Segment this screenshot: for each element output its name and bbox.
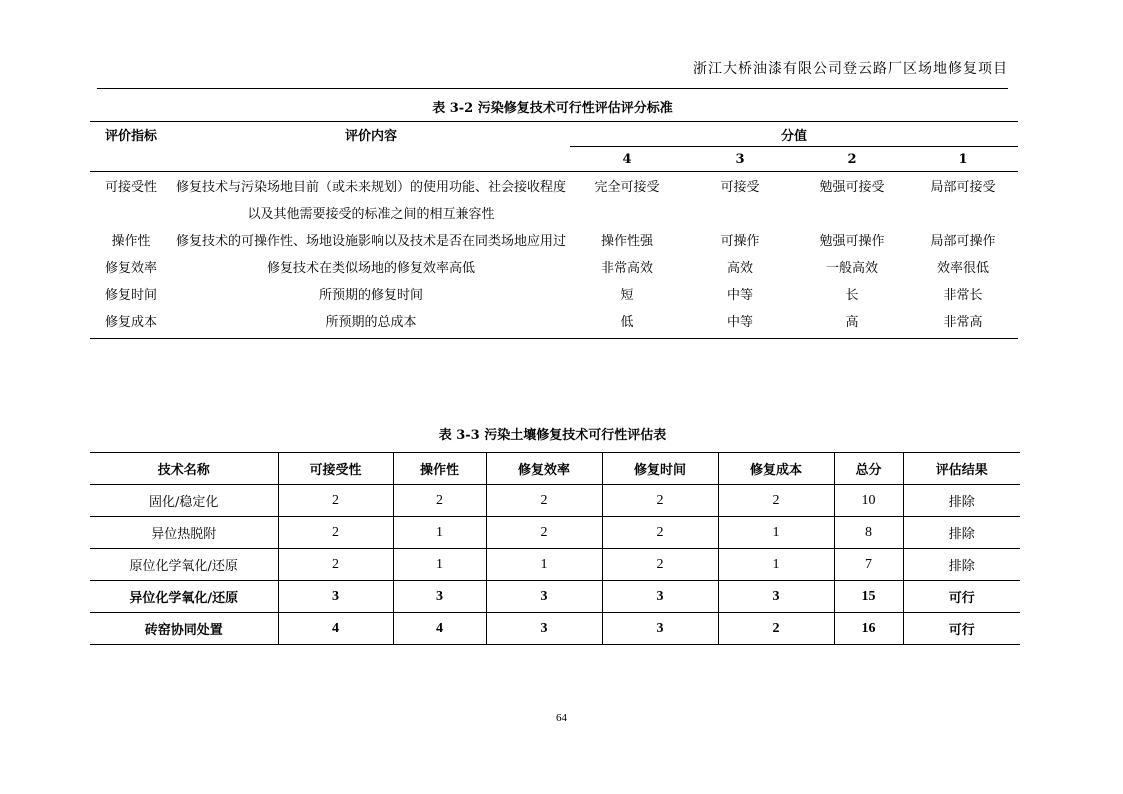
- score-level-2: 2: [796, 147, 908, 172]
- score-1-text: 非常长: [943, 288, 983, 303]
- score-2-text: 勉强可接受: [819, 180, 885, 195]
- score-2-text: 勉强可操作: [819, 234, 885, 249]
- document-header-title: 浙江大桥油漆有限公司登云路厂区场地修复项目: [693, 61, 1008, 77]
- table-3-2-caption: 表 3-2 污染修复技术可行性评估评分标准: [432, 101, 673, 116]
- score-1-text: 效率很低: [936, 261, 989, 276]
- time-score: 3: [602, 613, 718, 645]
- table-row: [90, 255, 1018, 282]
- acceptability-score: 2: [278, 517, 393, 549]
- table-row: [90, 309, 1018, 339]
- score-1-text: 非常高: [908, 309, 1018, 339]
- column-header-technology: 技术名称: [90, 453, 278, 485]
- operability-score: 2: [393, 485, 486, 517]
- column-header-indicator: 评价指标: [90, 122, 172, 147]
- time-score: 3: [602, 581, 718, 613]
- score-level-4: 4: [570, 147, 684, 172]
- score-4-text: 操作性强: [600, 234, 653, 249]
- table-row: [90, 517, 1020, 549]
- row-indicator: 可接受性: [104, 180, 157, 195]
- efficiency-score: 3: [486, 581, 602, 613]
- efficiency-score: 2: [486, 517, 602, 549]
- table-row: [90, 581, 1020, 613]
- acceptability-score: 2: [278, 549, 393, 581]
- assessment-result: 排除: [903, 549, 1020, 581]
- efficiency-score: 1: [486, 549, 602, 581]
- cost-score: 1: [718, 549, 834, 581]
- technology-name: 砖窑协同处置: [90, 613, 278, 645]
- row-indicator: 操作性: [111, 234, 151, 249]
- scoring-criteria-table: [90, 121, 1018, 339]
- score-3-text: 中等: [726, 288, 753, 303]
- time-score: 2: [602, 485, 718, 517]
- efficiency-score: 3: [486, 613, 602, 645]
- technology-name: 异位热脱附: [90, 517, 278, 549]
- time-score: 2: [602, 517, 718, 549]
- score-1-text: 局部可操作: [930, 234, 996, 249]
- column-header-efficiency: 修复效率: [486, 453, 602, 485]
- table-row: [90, 549, 1020, 581]
- column-header-content: 评价内容: [172, 122, 570, 147]
- acceptability-score: 2: [278, 485, 393, 517]
- score-level-3: 3: [684, 147, 796, 172]
- row-indicator: 修复时间: [104, 288, 157, 303]
- score-3-text: 可接受: [720, 180, 760, 195]
- table-row: [90, 282, 1018, 309]
- score-3-text: 可操作: [720, 234, 760, 249]
- column-header-operability: 操作性: [393, 453, 486, 485]
- score-2-text: 长: [845, 288, 859, 303]
- acceptability-score: 4: [278, 613, 393, 645]
- table-row: [90, 485, 1020, 517]
- efficiency-score: 2: [486, 485, 602, 517]
- technology-name: 异位化学氧化/还原: [90, 581, 278, 613]
- operability-score: 1: [393, 517, 486, 549]
- score-2-text: 高: [796, 309, 908, 339]
- score-1-text: 局部可接受: [930, 180, 996, 195]
- row-content: 修复技术的可操作性、场地设施影响以及技术是否在同类场地应用过: [176, 234, 567, 249]
- row-content: 所预期的修复时间: [318, 288, 423, 303]
- operability-score: 4: [393, 613, 486, 645]
- cost-score: 1: [718, 517, 834, 549]
- score-level-1: 1: [908, 147, 1018, 172]
- page-number: 64: [556, 712, 567, 724]
- column-header-result: 评估结果: [903, 453, 1020, 485]
- feasibility-assessment-table: [90, 452, 1020, 645]
- row-content: 修复技术在类似场地的修复效率高低: [266, 261, 475, 276]
- row-indicator: 修复效率: [104, 261, 157, 276]
- cost-score: 2: [718, 485, 834, 517]
- score-3-text: 中等: [684, 309, 796, 339]
- acceptability-score: 3: [278, 581, 393, 613]
- column-header-total: 总分: [834, 453, 903, 485]
- row-indicator: 修复成本: [90, 309, 172, 339]
- table-row: [90, 172, 1018, 229]
- total-score: 10: [834, 485, 903, 517]
- technology-name: 固化/稳定化: [90, 485, 278, 517]
- table-row: [90, 228, 1018, 255]
- row-content: 修复技术与污染场地目前（或未来规划）的使用功能、社会接收程度以及其他需要接受的标准之间的相互兼容性: [176, 180, 567, 222]
- column-header-cost: 修复成本: [718, 453, 834, 485]
- score-4-text: 完全可接受: [594, 180, 660, 195]
- score-4-text: 低: [570, 309, 684, 339]
- column-header-time: 修复时间: [602, 453, 718, 485]
- row-content: 所预期的总成本: [172, 309, 570, 339]
- score-4-text: 非常高效: [600, 261, 653, 276]
- table-3-3-caption: 表 3-3 污染土壤修复技术可行性评估表: [438, 428, 667, 443]
- column-header-acceptability: 可接受性: [278, 453, 393, 485]
- score-2-text: 一般高效: [825, 261, 878, 276]
- header-divider: [97, 88, 1008, 89]
- assessment-result: 排除: [903, 517, 1020, 549]
- cost-score: 2: [718, 613, 834, 645]
- cost-score: 3: [718, 581, 834, 613]
- table-row: [90, 613, 1020, 645]
- total-score: 15: [834, 581, 903, 613]
- total-score: 16: [834, 613, 903, 645]
- assessment-result: 可行: [903, 613, 1020, 645]
- operability-score: 1: [393, 549, 486, 581]
- assessment-result: 可行: [903, 581, 1020, 613]
- score-3-text: 高效: [726, 261, 753, 276]
- assessment-result: 排除: [903, 485, 1020, 517]
- total-score: 8: [834, 517, 903, 549]
- technology-name: 原位化学氧化/还原: [90, 549, 278, 581]
- operability-score: 3: [393, 581, 486, 613]
- score-4-text: 短: [620, 288, 634, 303]
- total-score: 7: [834, 549, 903, 581]
- column-header-score: 分值: [570, 122, 1018, 147]
- time-score: 2: [602, 549, 718, 581]
